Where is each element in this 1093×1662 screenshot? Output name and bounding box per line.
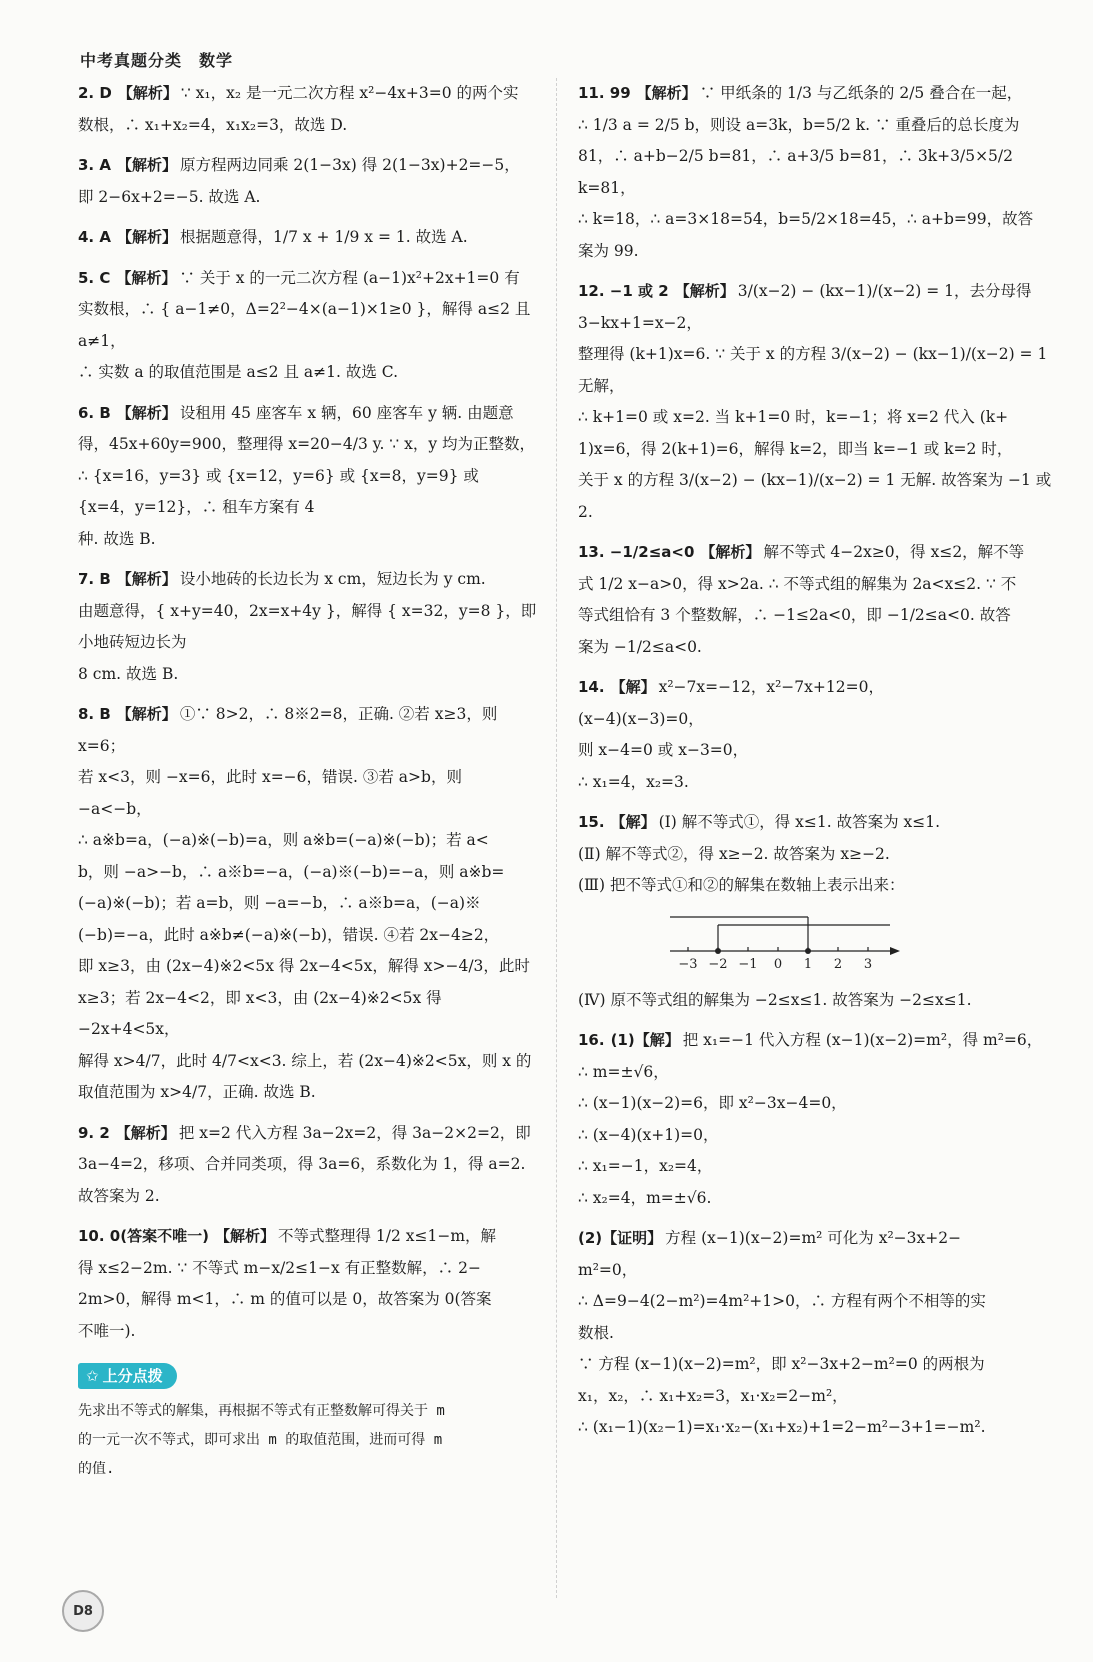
answer-line <box>78 1149 540 1181</box>
answer-text: 解得 x>4/7，此时 4/7<x<3. 综上，若 (2x−4)※2<5x，则 x 的 <box>78 1051 532 1070</box>
answer-line <box>578 1151 1056 1183</box>
answer-text: ∵ 甲纸条的 1/3 与乙纸条的 2/5 叠合在一起， <box>699 84 1023 102</box>
answer-text: 把 x=2 代入方程 3a−2x=2，得 3a−2×2=2，即 <box>178 1123 531 1142</box>
answer-line <box>78 825 540 857</box>
answer-line <box>578 1025 1056 1057</box>
answer-text: (Ⅰ) 解不等式①，得 x≤1. 故答案为 x≤1. <box>658 813 941 831</box>
question-number: 2. D <box>78 84 112 102</box>
question-number: 15. <box>578 813 605 831</box>
answer-item <box>578 672 1056 798</box>
answer-line <box>578 1088 1056 1120</box>
tip-line: 的值. <box>78 1460 115 1477</box>
answer-text: m²=0， <box>578 1260 638 1279</box>
tip-line: 先求出不等式的解集，再根据不等式有正整数解可得关于 m <box>78 1402 445 1419</box>
answer-line <box>78 1077 540 1109</box>
answer-tag: 【解析】 <box>636 84 697 102</box>
answer-line <box>78 1316 540 1348</box>
answer-line <box>578 735 1056 767</box>
answer-tag: 【解】 <box>610 813 656 831</box>
answer-line <box>578 1120 1056 1152</box>
answer-line <box>578 1318 1056 1350</box>
answer-line <box>578 672 1056 704</box>
answer-line <box>578 767 1056 799</box>
answer-line <box>578 402 1056 434</box>
answer-text: ∴ x₁=4，x₂=3. <box>578 772 689 791</box>
answer-text: ∴ m=±√6， <box>578 1062 669 1081</box>
tick-label: −1 <box>738 956 758 972</box>
tip-title-text: 上分点拨 <box>102 1367 163 1385</box>
answer-line <box>78 222 540 254</box>
answer-text: 把 x₁=−1 代入方程 (x−1)(x−2)=m²，得 m²=6， <box>682 1031 1043 1049</box>
answer-line <box>78 398 540 430</box>
star-icon: ✩ <box>86 1367 99 1385</box>
answer-text: 式 1/2 x−a>0，得 x>2a. ∴ 不等式组的解集为 2a<x≤2. ∵ 不 <box>578 574 1017 593</box>
answer-text: (−a)※(−b)；若 a=b，则 −a=−b，∴ a※b=a，(−a)※ <box>78 894 481 912</box>
tick-label: 0 <box>773 956 783 972</box>
question-number: 12. −1 或 2 <box>578 282 669 300</box>
answer-line <box>578 1412 1056 1444</box>
answer-tag: 【解析】 <box>116 705 177 723</box>
answer-text: 则 x−4=0 或 x−3=0， <box>578 741 749 759</box>
answer-line <box>78 524 540 556</box>
tick-label: −2 <box>708 956 728 972</box>
answer-tag: 【解析】 <box>214 1227 275 1245</box>
answer-line <box>78 951 540 983</box>
answer-tag: (1)【解】 <box>610 1031 680 1049</box>
tick-label: 3 <box>863 956 873 972</box>
answer-tag: 【解析】 <box>674 282 735 300</box>
answer-line <box>578 1183 1056 1215</box>
answer-line <box>578 204 1056 236</box>
answer-text: 2m>0，解得 m<1，∴ m 的值可以是 0，故答案为 0(答案 <box>78 1290 492 1308</box>
question-number: 3. A <box>78 156 111 174</box>
tick-label: 1 <box>803 956 813 972</box>
answer-line <box>578 537 1056 569</box>
answer-text: 3a−4=2，移项、合并同类项，得 3a=6，系数化为 1，得 a=2. <box>78 1155 526 1173</box>
answer-line <box>578 985 1056 1017</box>
column-divider <box>556 78 557 1598</box>
answer-text: ∴ k+1=0 或 x=2. 当 k+1=0 时，k=−1；将 x=2 代入 (k+ <box>578 408 1009 426</box>
answer-text: (Ⅳ) 原不等式组的解集为 −2≤x≤1. 故答案为 −2≤x≤1. <box>578 990 972 1009</box>
question-number: 10. 0(答案不唯一) <box>78 1227 209 1245</box>
answer-item <box>78 1221 540 1347</box>
answer-text: b，则 −a>−b，∴ a※b=−a，(−a)※(−b)=−a，则 a※b= <box>78 862 505 881</box>
answer-line <box>578 434 1056 466</box>
answer-text: ∴ (x−4)(x+1)=0， <box>578 1125 719 1144</box>
page-number: D8 <box>62 1590 104 1632</box>
answer-text: ∴ (x−1)(x−2)=6，即 x²−3x−4=0， <box>578 1094 847 1112</box>
answer-tag: (2)【证明】 <box>578 1229 663 1247</box>
answer-text: 得 x≤2−2m. ∵ 不等式 m−x/2≤1−x 有正整数解，∴ 2− <box>78 1258 481 1277</box>
answer-line <box>78 182 540 214</box>
answer-line <box>578 1255 1056 1287</box>
answer-tag: 【解析】 <box>116 268 177 287</box>
answer-line <box>578 78 1056 110</box>
answer-line <box>578 1381 1056 1413</box>
answer-item <box>78 150 540 213</box>
answer-line <box>78 1181 540 1213</box>
answer-line <box>578 839 1056 871</box>
answer-item <box>78 398 540 556</box>
answer-line <box>578 1057 1056 1089</box>
answer-text: 数根，∴ x₁+x₂=4，x₁x₂=3，故选 D. <box>78 115 348 134</box>
answer-item <box>78 564 540 690</box>
question-number: 9. 2 <box>78 1123 110 1142</box>
answer-text: 8 cm. 故选 B. <box>78 664 179 683</box>
answer-text: 即 x≥3，由 (2x−4)※2<5x 得 2x−4<5x，解得 x>−4/3，此时 <box>78 957 530 975</box>
answer-item <box>78 78 540 141</box>
number-line <box>670 911 910 975</box>
answer-text: 取值范围为 x>4/7，正确. 故选 B. <box>78 1083 316 1101</box>
closed-point <box>715 948 721 954</box>
answer-line <box>78 110 540 142</box>
question-number: 8. B <box>78 705 111 723</box>
answer-line <box>78 294 540 357</box>
answer-line <box>578 465 1056 528</box>
right-column <box>578 78 1056 1453</box>
answer-text: ∴ Δ=9−4(2−m²)=4m²+1>0，∴ 方程有两个不相等的实 <box>578 1292 986 1310</box>
question-number: 14. <box>578 678 605 696</box>
answer-tag: 【解析】 <box>117 84 178 102</box>
question-number: 7. B <box>78 570 111 588</box>
answer-line <box>78 983 540 1046</box>
answer-tag: 【解】 <box>610 678 656 696</box>
answer-tag: 【解析】 <box>116 156 177 174</box>
question-number: 4. A <box>78 228 111 246</box>
answer-text: 设小地砖的长边长为 x cm，短边长为 y cm. <box>179 570 486 588</box>
answer-line <box>78 699 540 762</box>
answer-text: 不等式整理得 1/2 x≤1−m，解 <box>277 1227 497 1245</box>
answer-line <box>578 339 1056 402</box>
answer-item <box>78 263 540 389</box>
answer-text: 种. 故选 B. <box>78 529 156 548</box>
answer-tag: 【解析】 <box>116 570 177 588</box>
answer-line <box>78 1046 540 1078</box>
answer-text: (Ⅱ) 解不等式②，得 x≥−2. 故答案为 x≥−2. <box>578 844 890 863</box>
answer-item <box>578 276 1056 528</box>
question-number: 11. 99 <box>578 84 631 102</box>
answer-line <box>578 632 1056 664</box>
answer-item <box>578 807 1056 902</box>
answer-text: 若 x<3，则 −x=6，此时 x=−6，错误. ③若 a>b，则 −a<−b， <box>78 768 462 818</box>
answer-line <box>78 429 540 461</box>
answer-text: x≥3；若 2x−4<2，即 x<3，由 (2x−4)※2<5x 得 −2x+4<5x， <box>78 988 442 1038</box>
answer-text: 故答案为 2. <box>78 1186 160 1205</box>
answer-line <box>578 704 1056 736</box>
left-column <box>78 78 540 1484</box>
answer-text: ∴ (x₁−1)(x₂−1)=x₁·x₂−(x₁+x₂)+1=2−m²−3+1=−m². <box>578 1418 986 1436</box>
tip-text <box>78 1397 540 1484</box>
answer-text: 设租用 45 座客车 x 辆，60 座客车 y 辆. 由题意 <box>179 403 514 422</box>
answer-line <box>578 807 1056 839</box>
tip-title <box>78 1363 177 1389</box>
answer-tag: 【解析】 <box>116 228 177 246</box>
answer-line <box>578 600 1056 632</box>
answer-text: ∴ x₁=−1，x₂=4， <box>578 1157 713 1175</box>
answer-line <box>578 569 1056 601</box>
answer-text: 1)x=6，得 2(k+1)=6，解得 k=2，即当 k=−1 或 k=2 时， <box>578 439 1013 458</box>
answer-item <box>578 985 1056 1017</box>
answer-item <box>578 537 1056 663</box>
answer-line <box>78 857 540 889</box>
answer-text: ∵ 关于 x 的一元二次方程 (a−1)x²+2x+1=0 有 <box>179 268 520 287</box>
answer-line <box>578 1286 1056 1318</box>
question-number: 16. <box>578 1031 605 1049</box>
answer-line <box>78 920 540 952</box>
answer-text: 由题意得，{ x+y=40，2x=x+4y }，解得 { x=32，y=8 }，即小地砖短边长为 <box>78 601 537 651</box>
answer-text: 即 2−6x+2=−5. 故选 A. <box>78 187 261 206</box>
answer-line <box>578 236 1056 268</box>
answer-line <box>78 564 540 596</box>
answer-text: 得，45x+60y=900，整理得 x=20−4/3 y. ∵ x，y 均为正整数， <box>78 435 536 453</box>
answer-item <box>578 1025 1056 1214</box>
answer-line <box>578 141 1056 204</box>
answer-line <box>78 357 540 389</box>
answer-line <box>78 263 540 295</box>
answer-text: 等式组恰有 3 个整数解，∴ −1≤2a<0，即 −1/2≤a<0. 故答 <box>578 606 1011 624</box>
answer-text: 根据题意得，1/7 x + 1/9 x = 1. 故选 A. <box>179 228 468 246</box>
tick-label: −3 <box>678 956 698 972</box>
left-items <box>78 78 540 1347</box>
tip-line: 的一元一次不等式，即可求出 m 的取值范围，进而可得 m <box>78 1431 443 1448</box>
answer-text: 81，∴ a+b−2/5 b=81，∴ a+3/5 b=81，∴ 3k+3/5×5/2 k=81， <box>578 147 1013 197</box>
tip-box <box>78 1361 540 1484</box>
answer-text: 方程 (x−1)(x−2)=m² 可化为 x²−3x+2− <box>665 1229 962 1247</box>
answer-line <box>78 1221 540 1253</box>
answer-text: 整理得 (k+1)x=6. ∵ 关于 x 的方程 3/(x−2) − (kx−1)/(x−2) = 1 无解， <box>578 345 1048 395</box>
answer-text: ∴ {x=16，y=3} 或 {x=12，y=6} 或 {x=8，y=9} 或 {x=4，y=12}，∴ 租车方案有 4 <box>78 466 479 516</box>
tick-label: 2 <box>833 956 843 972</box>
answer-line <box>78 659 540 691</box>
answer-text: 解不等式 4−2x≥0，得 x≤2，解不等 <box>763 543 1025 561</box>
question-number: 6. B <box>78 403 111 422</box>
answer-item <box>578 78 1056 267</box>
answer-text: 不唯一). <box>78 1321 136 1340</box>
answer-text: ∴ x₂=4，m=±√6. <box>578 1188 712 1207</box>
answer-line <box>78 888 540 920</box>
answer-text: 原方程两边同乘 2(1−3x) 得 2(1−3x)+2=−5， <box>179 156 520 174</box>
answer-text: ∴ k=18，∴ a=3×18=54，b=5/2×18=45，∴ a+b=99，故答 <box>578 210 1034 228</box>
answer-line <box>578 110 1056 142</box>
answer-text: ∴ a※b=a，(−a)※(−b)=a，则 a※b=(−a)※(−b)；若 a< <box>78 831 489 849</box>
answer-text: (−b)=−a，此时 a※b≠(−a)※(−b)，错误. ④若 2x−4≥2， <box>78 925 500 944</box>
answer-text: ∴ 1/3 a = 2/5 b，则设 a=3k，b=5/2 k. ∵ 重叠后的总长度为 <box>578 115 1020 134</box>
answer-text: x²−7x=−12，x²−7x+12=0， <box>658 678 884 696</box>
answer-line <box>578 1223 1056 1255</box>
answer-tag: 【解析】 <box>115 1123 176 1142</box>
right-items <box>578 78 1056 1444</box>
answer-text: ∴ 实数 a 的取值范围是 a≤2 且 a≠1. 故选 C. <box>78 363 398 381</box>
answer-text: ∵ 方程 (x−1)(x−2)=m²，即 x²−3x+2−m²=0 的两根为 <box>578 1355 985 1373</box>
answer-line <box>78 762 540 825</box>
answer-text: x₁，x₂，∴ x₁+x₂=3，x₁·x₂=2−m²， <box>578 1386 848 1405</box>
answer-item <box>78 1118 540 1213</box>
answer-line <box>578 870 1056 902</box>
answer-line <box>78 1253 540 1285</box>
answer-line <box>78 1284 540 1316</box>
answer-text: 关于 x 的方程 3/(x−2) − (kx−1)/(x−2) = 1 无解. 故答案为 −1 或 2. <box>578 471 1052 521</box>
answer-text: 案为 −1/2≤a<0. <box>578 637 702 656</box>
answer-text: ∵ x₁，x₂ 是一元二次方程 x²−4x+3=0 的两个实 <box>180 84 519 102</box>
answer-line <box>78 150 540 182</box>
answer-text: 实数根，∴ { a−1≠0，Δ=2²−4×(a−1)×1≥0 }，解得 a≤2 且 a≠1， <box>78 300 531 350</box>
answer-line <box>578 1349 1056 1381</box>
answer-item <box>78 222 540 254</box>
answer-text: 案为 99. <box>578 241 639 260</box>
arrow-icon <box>890 947 900 955</box>
page-header: 中考真题分类 数学 <box>80 51 234 70</box>
closed-point <box>805 948 811 954</box>
answer-tag: 【解析】 <box>700 543 761 561</box>
answer-item <box>578 1223 1056 1444</box>
answer-text: (Ⅲ) 把不等式①和②的解集在数轴上表示出来： <box>578 876 905 894</box>
answer-line <box>78 1118 540 1150</box>
answer-line <box>578 276 1056 339</box>
answer-line <box>78 78 540 110</box>
question-number: 13. −1/2≤a<0 <box>578 543 695 561</box>
answer-text: 3/(x−2) − (kx−1)/(x−2) = 1，去分母得 3−kx+1=x−2， <box>578 282 1032 332</box>
answer-line <box>78 461 540 524</box>
answer-item <box>78 699 540 1109</box>
answer-text: ①∵ 8>2，∴ 8※2=8，正确. ②若 x≥3，则 x=6； <box>78 705 498 755</box>
answer-line <box>78 596 540 659</box>
answer-text: 数根. <box>578 1323 614 1342</box>
question-number: 5. C <box>78 268 111 287</box>
answer-text: (x−4)(x−3)=0， <box>578 709 704 728</box>
answer-tag: 【解析】 <box>116 403 177 422</box>
